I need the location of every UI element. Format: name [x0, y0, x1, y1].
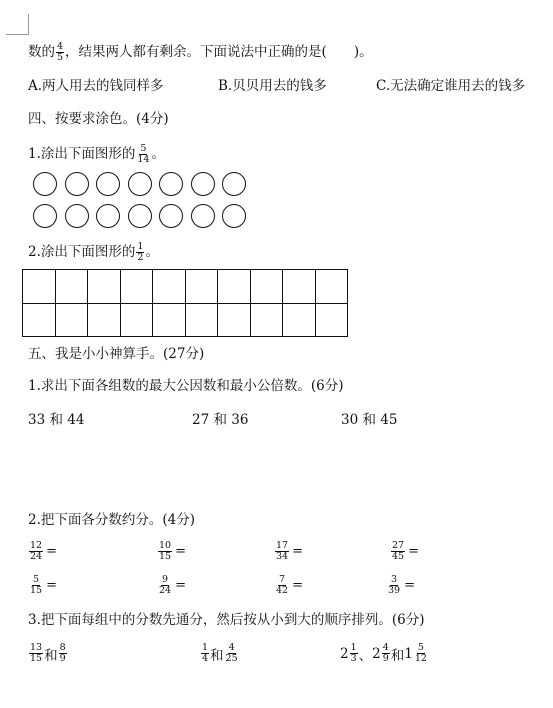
circle-shape [191, 172, 215, 196]
compare-group-3: 2 $\frac{1}{3}$ 、 2 $\frac{4}{9}$ 和 1 $\frac{5}{12}$ [340, 642, 427, 664]
grid-cell [56, 304, 89, 338]
circle-shape [159, 172, 183, 196]
grid-cell [316, 304, 349, 338]
number-pair-3: 30 和 45 [341, 412, 398, 428]
circle-shape [33, 172, 57, 196]
circle-shape [65, 172, 89, 196]
grid-cell [56, 270, 89, 304]
grid-cell [23, 304, 56, 338]
sec4-q1: 1.涂出下面图形的 $\frac{5}{14}$ 。 [28, 143, 165, 165]
grid-cell [121, 270, 154, 304]
circle-row-1 [33, 172, 246, 196]
grid-cell [283, 304, 316, 338]
grid-cell [88, 270, 121, 304]
grid-cell [153, 304, 186, 338]
circle-shape [128, 204, 152, 228]
reduce-item: $\frac{5}{15}$ = [30, 574, 57, 596]
circle-row-2 [33, 204, 246, 228]
sec5-q3: 3.把下面每组中的分数先通分，然后按从小到大的顺序排列。(6分) [28, 612, 425, 628]
grid-cell [218, 304, 251, 338]
page-corner-mark [6, 14, 29, 35]
fraction-1-2: $\frac{1}{2}$ [137, 241, 144, 263]
grid-cell [186, 270, 219, 304]
circle-shape [222, 204, 246, 228]
circle-shape [96, 204, 120, 228]
circle-shape [65, 204, 89, 228]
fraction-5-14: $\frac{5}{14}$ [137, 143, 150, 165]
sec4-q2: 2.涂出下面图形的 $\frac{1}{2}$ 。 [28, 241, 159, 263]
grid-cell [218, 270, 251, 304]
number-pair-2: 27 和 36 [192, 412, 249, 428]
grid-cell [283, 270, 316, 304]
grid-cell [153, 270, 186, 304]
reduce-item: $\frac{12}{24}$ = [30, 540, 57, 562]
grid-cell [88, 304, 121, 338]
reduce-item: $\frac{27}{45}$ = [392, 540, 419, 562]
section-5-title: 五、我是小小神算手。(27分) [28, 346, 205, 362]
circle-shape [96, 172, 120, 196]
grid-cell [121, 304, 154, 338]
circle-shape [128, 172, 152, 196]
question-intro-line [28, 42, 373, 63]
circle-shape [222, 172, 246, 196]
grid-cell [316, 270, 349, 304]
reduce-item: $\frac{10}{15}$ = [159, 540, 186, 562]
fraction-4-5: $\frac{4}{5}$ [57, 41, 64, 63]
compare-group-1: $\frac{13}{15}$ 和 $\frac{8}{9}$ [30, 642, 66, 664]
reduce-item: $\frac{9}{24}$ = [159, 574, 186, 596]
section-4-title: 四、按要求涂色。(4分) [28, 111, 169, 127]
number-pair-1: 33 和 44 [28, 412, 85, 428]
reduce-item: $\frac{7}{42}$ = [276, 574, 303, 596]
grid-cell [23, 270, 56, 304]
circle-shape [33, 204, 57, 228]
circle-shape [159, 204, 183, 228]
sec5-q2: 2.把下面各分数约分。(4分) [28, 512, 196, 528]
option-b: B.贝贝用去的钱多 [218, 78, 327, 94]
grid-cell [251, 304, 284, 338]
compare-group-2: $\frac{1}{4}$ 和 $\frac{4}{25}$ [202, 642, 238, 664]
sec5-q1: 1.求出下面各组数的最大公因数和最小公倍数。(6分) [28, 378, 344, 394]
grid-cell [186, 304, 219, 338]
option-c: C.无法确定谁用去的钱多 [376, 78, 526, 94]
coloring-grid [22, 269, 348, 337]
circle-shape [191, 204, 215, 228]
intro-suffix: ，结果两人都有剩余。下面说法中正确的是( )。 [65, 44, 373, 60]
option-a: A.两人用去的钱同样多 [28, 78, 164, 94]
reduce-item: $\frac{17}{34}$ = [276, 540, 303, 562]
intro-prefix: 数的 [28, 44, 55, 60]
reduce-item: $\frac{3}{39}$ = [388, 574, 415, 596]
grid-cell [251, 270, 284, 304]
